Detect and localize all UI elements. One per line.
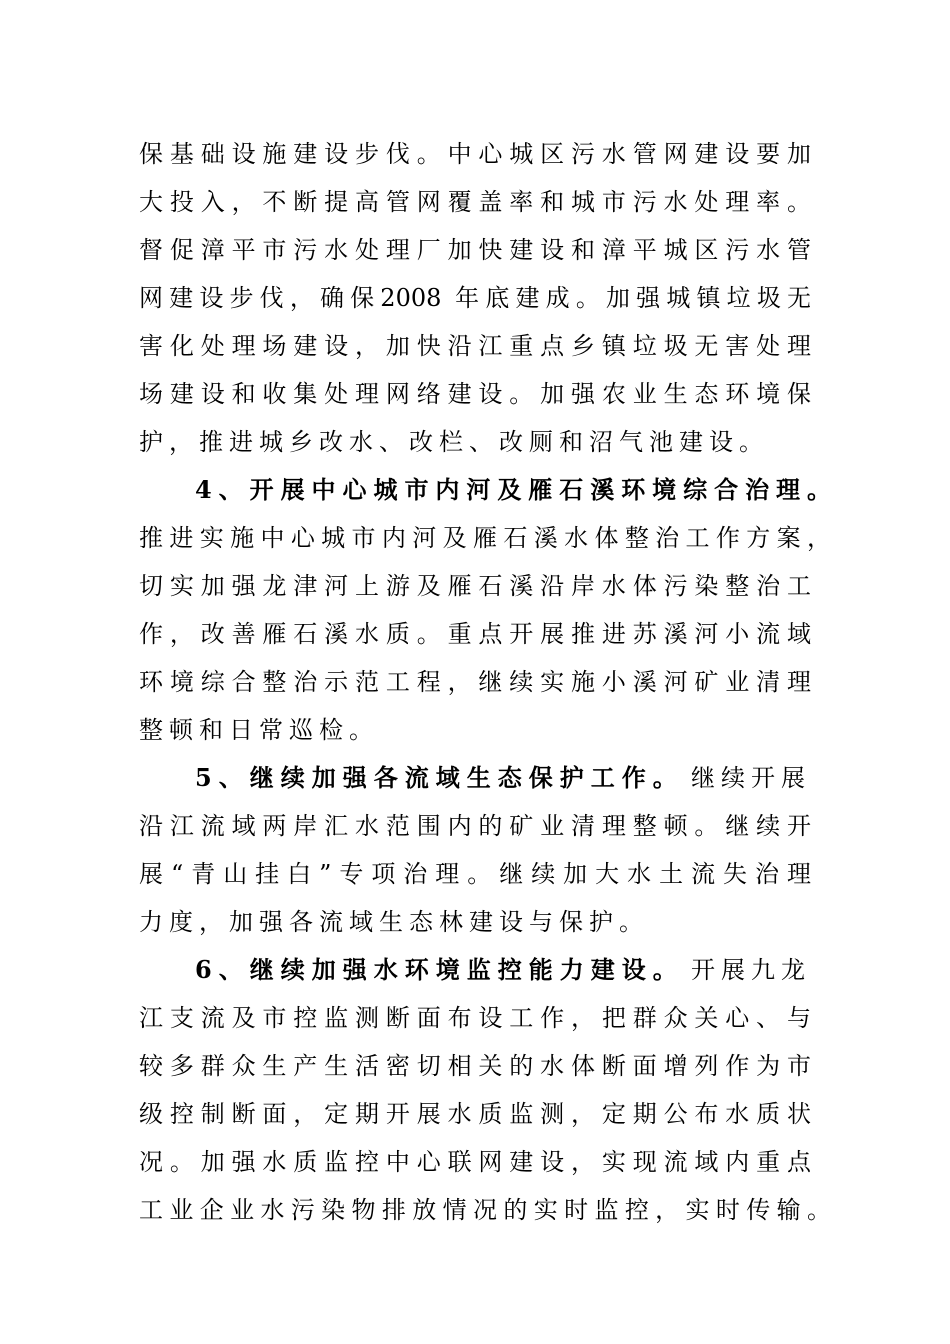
section-6-first-line	[195, 950, 811, 990]
body-line: 推进实施中心城市内河及雁石溪水体整治工作方案，	[139, 524, 831, 552]
body-line: 环境综合整治示范工程，继续实施小溪河矿业清理	[139, 668, 811, 696]
body-line: 力度，加强各流域生态林建设与保护。	[139, 908, 649, 936]
body-line: 大投入，不断提高管网覆盖率和城市污水处理率。	[139, 188, 811, 216]
section-heading-4: 4、开展中心城市内河及雁石溪环境综合治理。	[195, 475, 831, 504]
body-line: 展“青山挂白”专项治理。继续加大水土流失治理	[139, 860, 811, 888]
body-line: 害化处理场建设，加快沿江重点乡镇垃圾无害处理	[139, 332, 811, 360]
body-line: 沿江流域两岸汇水范围内的矿业清理整顿。继续开	[139, 812, 811, 840]
body-line: 护，推进城乡改水、改栏、改厕和沼气池建设。	[139, 428, 769, 456]
body-line: 作，改善雁石溪水质。重点开展推进苏溪河小流域	[139, 620, 811, 648]
body-line: 较多群众生产生活密切相关的水体断面增列作为市	[139, 1052, 811, 1080]
body-line: 场建设和收集处理网络建设。加强农业生态环境保	[139, 380, 811, 408]
body-line: 况。加强水质监控中心联网建设，实现流域内重点	[139, 1148, 811, 1176]
body-line: 网建设步伐，确保2008 年底建成。加强城镇垃圾无	[139, 284, 811, 312]
body-line: 开展九龙	[691, 956, 811, 984]
section-heading-6: 6、继续加强水环境监控能力建设。	[195, 955, 684, 984]
body-line: 江支流及市控监测断面布设工作，把群众关心、与	[139, 1004, 811, 1032]
body-line: 整顿和日常巡检。	[139, 716, 379, 744]
body-line: 级控制断面，定期开展水质监测，定期公布水质状	[139, 1100, 811, 1128]
section-heading-5: 5、继续加强各流域生态保护工作。	[195, 763, 684, 792]
body-line: 继续开展	[691, 764, 811, 792]
body-line: 工业企业水污染物排放情况的实时监控，实时传输。	[139, 1196, 831, 1224]
body-line: 切实加强龙津河上游及雁石溪沿岸水体污染整治工	[139, 572, 811, 600]
body-line: 督促漳平市污水处理厂加快建设和漳平城区污水管	[139, 236, 811, 264]
body-line: 保基础设施建设步伐。中心城区污水管网建设要加	[139, 140, 811, 168]
section-5-first-line	[195, 758, 811, 798]
